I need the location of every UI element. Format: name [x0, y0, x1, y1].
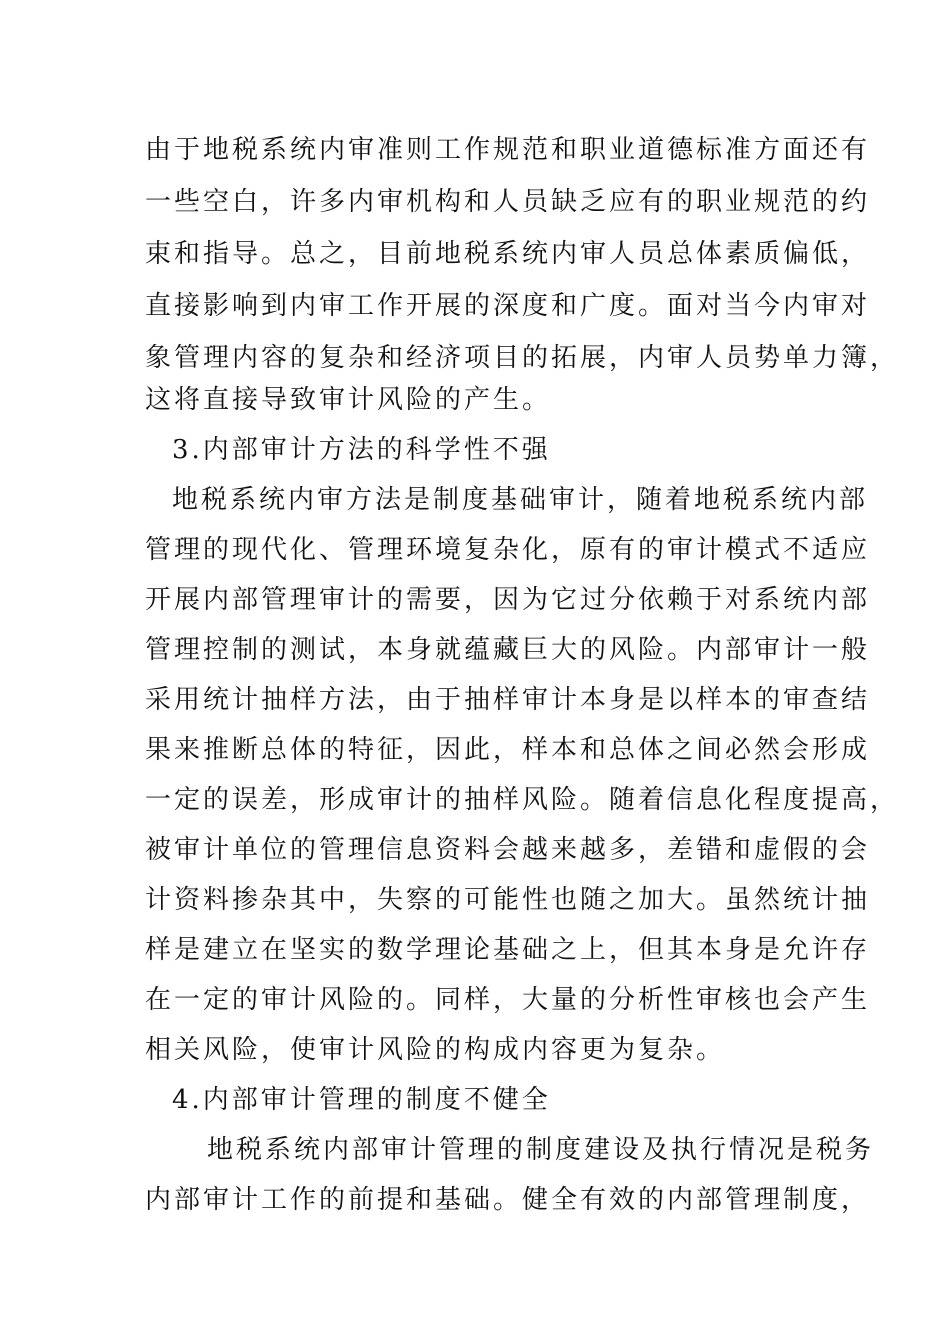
- paragraph-line: 这将直接导致审计风险的产生。: [145, 385, 552, 415]
- paragraph-line: 内部审计工作的前提和基础。健全有效的内部管理制度，: [145, 1185, 871, 1215]
- paragraph-line: 直接影响到内审工作开展的深度和广度。面对当今内审对: [145, 291, 871, 321]
- paragraph-line: 开展内部管理审计的需要，因为它过分依赖于对系统内部: [145, 585, 871, 615]
- paragraph-line: 地税系统内部审计管理的制度建设及执行情况是税务: [207, 1135, 875, 1165]
- paragraph-line: 计资料掺杂其中，失察的可能性也随之加大。虽然统计抽: [145, 885, 871, 915]
- paragraph-line: 地税系统内审方法是制度基础审计，随着地税系统内部: [172, 485, 869, 515]
- paragraph-line: 一定的误差，形成审计的抽样风险。随着信息化程度提高，: [145, 785, 900, 815]
- section-heading-4: 4.内部审计管理的制度不健全: [172, 1085, 551, 1115]
- paragraph-line: 管理控制的测试，本身就蕴藏巨大的风险。内部审计一般: [145, 635, 871, 665]
- paragraph-line: 相关风险，使审计风险的构成内容更为复杂。: [145, 1035, 726, 1065]
- paragraph-line: 管理的现代化、管理环境复杂化，原有的审计模式不适应: [145, 535, 871, 565]
- paragraph-line: 被审计单位的管理信息资料会越来越多，差错和虚假的会: [145, 835, 871, 865]
- paragraph-line: 样是建立在坚实的数学理论基础之上，但其本身是允许存: [145, 935, 871, 965]
- paragraph-line: 采用统计抽样方法，由于抽样审计本身是以样本的审查结: [145, 685, 871, 715]
- paragraph-line: 象管理内容的复杂和经济项目的拓展，内审人员势单力簿，: [145, 343, 900, 373]
- paragraph-line: 在一定的审计风险的。同样，大量的分析性审核也会产生: [145, 985, 871, 1015]
- paragraph-line: 由于地税系统内审准则工作规范和职业道德标准方面还有: [145, 135, 871, 165]
- paragraph-line: 果来推断总体的特征，因此，样本和总体之间必然会形成: [145, 735, 871, 765]
- paragraph-line: 一些空白，许多内审机构和人员缺乏应有的职业规范的约: [145, 187, 871, 217]
- section-heading-3: 3.内部审计方法的科学性不强: [172, 435, 551, 465]
- paragraph-line: 束和指导。总之，目前地税系统内审人员总体素质偏低，: [145, 239, 871, 269]
